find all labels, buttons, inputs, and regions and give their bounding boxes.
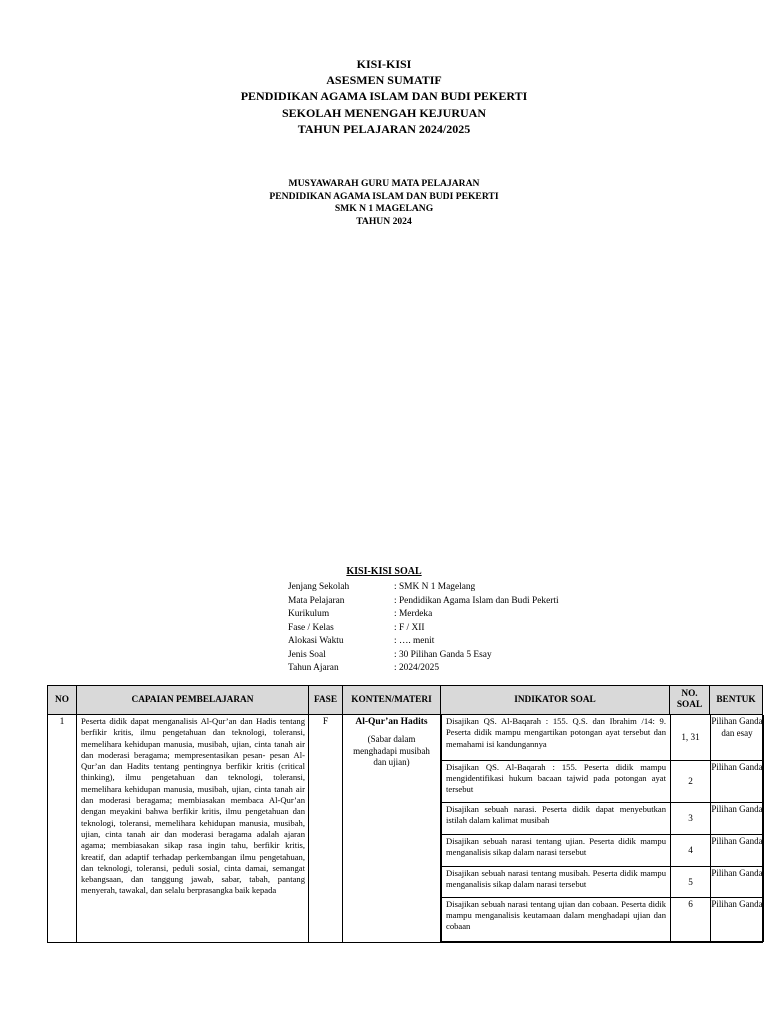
no-soal-cell: 1, 31 xyxy=(671,715,711,760)
indikator-row xyxy=(442,760,764,802)
header-konten: KONTEN/MATERI xyxy=(343,686,441,715)
no-soal-cell: 3 xyxy=(671,802,711,834)
kisi-kisi-table xyxy=(47,685,763,943)
header-fase: FASE xyxy=(309,686,343,715)
info-value: : SMK N 1 Magelang xyxy=(394,582,476,592)
capaian-cell xyxy=(77,715,309,943)
indikator-text: Disajikan sebuah narasi tentang ujian. Peserta didik mampu menganalisis sikap dalam narasi tersebut xyxy=(442,834,671,866)
info-row xyxy=(288,662,559,676)
indikator-row xyxy=(442,715,764,760)
fase-cell: F xyxy=(309,715,343,943)
no-soal-cell: 2 xyxy=(671,760,711,802)
info-label: Kurikulum xyxy=(288,609,330,619)
header-no-soal: NO. SOAL xyxy=(670,686,710,715)
info-row xyxy=(288,608,559,622)
indikator-row xyxy=(442,897,764,941)
indikator-row xyxy=(442,834,764,866)
bentuk-cell: Pilihan Ganda xyxy=(711,897,764,941)
no-soal-cell: 5 xyxy=(671,866,711,897)
info-row xyxy=(288,595,559,609)
indikator-text: Disajikan QS. Al-Baqarah : 155. Q.S. dan Ibrahim /14: 9. Peserta didik mampu mengartikan potongan ayat tersebut dan memahami isi kandungannya xyxy=(442,715,671,760)
konten-title: Al-Qur’an Hadits xyxy=(355,717,428,727)
info-row xyxy=(288,635,559,649)
no-soal-cell: 4 xyxy=(671,834,711,866)
indikator-table xyxy=(441,715,764,942)
header-bentuk: BENTUK xyxy=(710,686,763,715)
info-label: Mata Pelajaran xyxy=(288,595,345,606)
info-label: Fase / Kelas xyxy=(288,622,334,633)
info-row xyxy=(288,581,559,595)
info-list xyxy=(288,581,559,676)
indikator-text: Disajikan sebuah narasi. Peserta didik dapat menyebutkan istilah dalam kalimat musibah xyxy=(442,802,671,834)
table-header-row xyxy=(48,686,763,715)
info-label: Jenis Soal xyxy=(288,649,326,660)
document-title xyxy=(0,56,768,137)
info-value: : Merdeka xyxy=(394,609,433,619)
indikator-text: Disajikan QS. Al-Baqarah : 155. Peserta didik mampu mengidentifikasi hukum bacaan tajwid pada potongan ayat tersebut xyxy=(442,760,671,802)
info-row xyxy=(288,622,559,636)
info-label: Jenjang Sekolah xyxy=(288,582,350,592)
info-row xyxy=(288,649,559,663)
title-line: TAHUN PELAJARAN 2024/2025 xyxy=(297,121,471,136)
header-indikator: INDIKATOR SOAL xyxy=(441,686,670,715)
row-no: 1 xyxy=(48,715,77,943)
table-row xyxy=(48,715,763,943)
organizer-line: TAHUN 2024 xyxy=(356,215,412,227)
bentuk-cell: Pilihan Ganda xyxy=(711,866,764,897)
info-value: : 30 Pilihan Ganda 5 Esay xyxy=(394,649,492,660)
organizer-line: PENDIDIKAN AGAMA ISLAM DAN BUDI PEKERTI xyxy=(269,190,499,202)
no-soal-cell: 6 xyxy=(671,897,711,941)
indikator-row xyxy=(442,866,764,897)
title-line: PENDIDIKAN AGAMA ISLAM DAN BUDI PEKERTI xyxy=(240,89,528,104)
bentuk-cell: Pilihan Ganda dan esay xyxy=(711,715,764,760)
header-capaian: CAPAIAN PEMBELAJARAN xyxy=(77,686,309,715)
organizer-line: SMK N 1 MAGELANG xyxy=(334,203,434,215)
bentuk-cell: Pilihan Ganda xyxy=(711,834,764,866)
kisi-soal-title: KISI-KISI SOAL xyxy=(346,566,422,577)
organizer-block xyxy=(0,178,768,228)
info-value: : …. menit xyxy=(394,636,435,646)
info-value: : 2024/2025 xyxy=(394,663,440,673)
capaian-text: Peserta didik dapat menganalisis Al-Qur’an dan Hadis tentang berfikir kritis, ilmu pengetahuan dan teknologi, toleransi, memelihara kehidupan manusia, musibah, ujian, cinta tanah air dan moderasi beragama; mempresentasikan pesan- pesan Al-Qur’an dan Hadits tentang pentingnya berfikir kritis (critical thinking), ilmu pengetahuan dan teknologi, toleransi, memelihara kehidupan manusia, musibah, ujian, cinta tanah air dan moderasi beragama; membiasakan membaca Al-Qur’an dengan meyakini bahwa berfikir kritis, ilmu pengetahuan dan teknologi, toleransi, memelihara kehidupan manusia, musibah, ujian, cinta tanah air dan moderasi beragama adalah ajaran agama; membiasakan sikap rasa ingin tahu, berfikir kritis, kreatif, dan adaptif terhadap perkembangan ilmu pengetahuan, dan teknologi, toleransi, peduli sosial, cinta damai, semangat kebangsaan, dan tanggung jawab, sabar, tabah, pantang menyerah, tawakal, dan selalu berprasangka baik kepada xyxy=(81,716,305,896)
bentuk-cell: Pilihan Ganda xyxy=(711,802,764,834)
indikator-text: Disajikan sebuah narasi tentang ujian dan cobaan. Peserta didik mampu menganalisis keutamaan dalam menghadapi ujian dan cobaan xyxy=(442,897,671,941)
title-line: SEKOLAH MENENGAH KEJURUAN xyxy=(281,105,487,120)
info-value: : F / XII xyxy=(394,622,425,633)
indikator-group xyxy=(441,715,763,943)
title-line: KISI-KISI xyxy=(356,57,412,71)
info-label: Tahun Ajaran xyxy=(288,663,339,673)
organizer-line: MUSYAWARAH GURU MATA PELAJARAN xyxy=(288,178,480,189)
konten-description: (Sabar dalam menghadapi musibah dan ujian) xyxy=(353,734,430,767)
bentuk-cell: Pilihan Ganda xyxy=(711,760,764,802)
info-value: : Pendidikan Agama Islam dan Budi Pekerti xyxy=(394,595,559,606)
konten-cell xyxy=(343,715,441,943)
info-label: Alokasi Waktu xyxy=(288,636,344,646)
header-no: NO xyxy=(48,686,77,715)
indikator-text: Disajikan sebuah narasi tentang musibah. Peserta didik mampu menganalisis sikap dalam narasi tersebut xyxy=(442,866,671,897)
title-line: ASESMEN SUMATIF xyxy=(326,73,442,88)
indikator-row xyxy=(442,802,764,834)
